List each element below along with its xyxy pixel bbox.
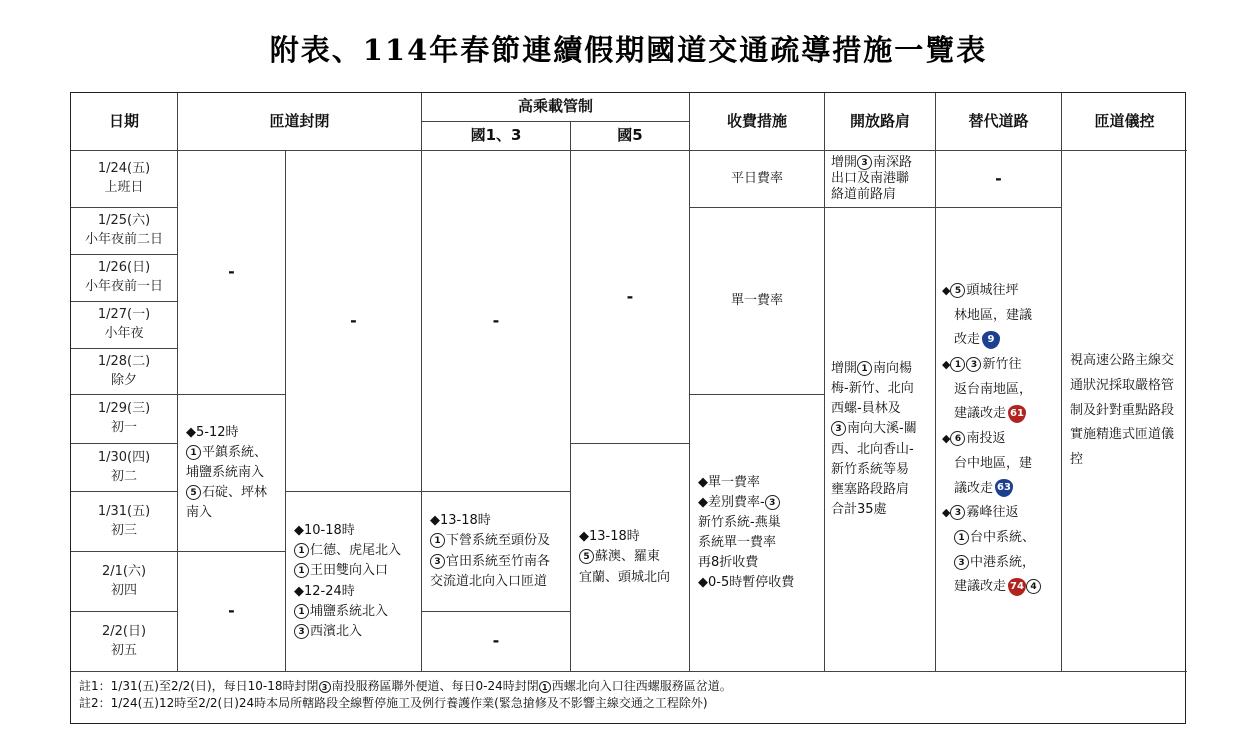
freeway-1-icon: 1 <box>430 533 445 548</box>
hov-time: ◆13-18時 <box>430 513 491 529</box>
header-ramp-closure: 匝道封閉 <box>178 93 422 151</box>
shoulder-text: 梅-新竹、北向 <box>831 381 914 397</box>
date-label: 初五 <box>110 642 137 658</box>
freeway-1-icon: 1 <box>954 530 969 545</box>
alt-route-text: 建議改走 <box>954 406 1007 422</box>
date-value: 1/29(三) <box>97 401 151 417</box>
hov-n5-empty: - <box>571 151 690 444</box>
alt-route-text: 改走 <box>954 332 981 348</box>
toll-text: 再8折收費 <box>698 555 759 571</box>
provincial-highway-9-icon: 9 <box>982 331 1000 349</box>
freeway-1-icon: 1 <box>950 357 965 372</box>
freeway-1-icon: 1 <box>539 681 551 693</box>
header-hov: 高乘載管制 <box>422 93 690 122</box>
ramp-closure-text: 王田雙向入口 <box>310 563 389 579</box>
note-1: 註1：1/31(五)至2/2(日)，每日10-18時封閉 <box>79 679 319 693</box>
freeway-3-icon: 3 <box>765 495 780 510</box>
header-hov-n1-3: 國1、3 <box>422 122 571 151</box>
shoulder-text: 增開 <box>831 154 858 170</box>
hov-n13-cell <box>422 492 571 612</box>
toll-text: ◆單一費率 <box>698 474 760 490</box>
alt-route-cell: ◆ 5 頭城往坪 林地區，建議 改走 9 ◆ 1 3 新竹往 返台南地區， 建議改走 61 ◆ 6 南投返 台中地區，建 議改走 63 ◆ 3 霧峰往返 1 台中系統、 3 中港系統， 建議改走 74 4 <box>936 208 1062 672</box>
alt-route-text: 台中系統、 <box>970 529 1036 545</box>
shoulder-text: 增開 <box>831 360 858 376</box>
ramp-closure-text: 石碇、坪林 <box>202 485 268 501</box>
hov-text: 宜蘭、頭城北向 <box>579 569 671 585</box>
ramp-closure-text: 仁德、虎尾北入 <box>310 543 402 559</box>
hov-n13-empty: - <box>422 151 571 492</box>
date-label: 初二 <box>110 468 137 484</box>
freeway-3-icon: 3 <box>966 357 981 372</box>
hov-time: ◆13-18時 <box>579 529 640 545</box>
freeway-1-icon: 1 <box>857 361 872 376</box>
ramp-meter-text: 視高速公路主線交通狀況採取嚴格管制及針對重點路段實施精進式匝道儀控 <box>1070 353 1175 468</box>
ramp-closure-time: ◆12-24時 <box>294 583 355 599</box>
hov-text: 交流道北向入口匝道 <box>430 573 548 589</box>
header-date: 日期 <box>71 93 178 151</box>
date-value: 1/26(日) <box>97 260 151 276</box>
shoulder-text: 西螺-員林及 <box>831 401 901 417</box>
date-label: 初三 <box>110 522 137 538</box>
notes <box>71 672 1187 725</box>
ramp-closure-a-empty: - <box>178 552 286 672</box>
hov-text: 下營系統至頭份及 <box>446 533 551 549</box>
date-label: 初四 <box>110 582 137 598</box>
date-row <box>71 552 178 612</box>
date-row <box>71 302 178 349</box>
date-value: 2/1(六) <box>101 563 147 579</box>
ramp-closure-a-cell <box>178 395 286 552</box>
shoulder-text: 出口及南港聯 <box>831 170 910 186</box>
alt-route-text: 返台南地區， <box>954 381 1033 397</box>
alt-route-text: 新竹往 <box>982 357 1022 373</box>
date-label: 小年夜前一日 <box>84 279 163 294</box>
page-title: 附表、114年春節連續假期國道交通疏導措施一覽表 <box>269 33 988 67</box>
shoulder-text: 合計35處 <box>831 501 887 517</box>
date-row <box>71 444 178 492</box>
freeway-1-icon: 1 <box>186 445 201 460</box>
date-value: 1/28(二) <box>97 353 151 369</box>
freeway-1-icon: 1 <box>294 604 309 619</box>
shoulder-cell-b <box>825 208 936 672</box>
freeway-1-icon: 1 <box>294 543 309 558</box>
date-value: 1/27(一) <box>97 307 151 323</box>
freeway-5-icon: 5 <box>950 283 965 298</box>
toll-text: 系統單一費率 <box>698 535 777 550</box>
date-row <box>71 208 178 255</box>
date-label: 除夕 <box>110 372 137 388</box>
date-row <box>71 255 178 302</box>
freeway-3-icon: 3 <box>954 555 969 570</box>
ramp-closure-a-time: ◆5-12時 <box>186 424 239 440</box>
ramp-closure-text: 南入 <box>186 505 213 521</box>
toll-text: 新竹系統-燕巢 <box>698 514 781 530</box>
shoulder-cell-a <box>825 151 936 208</box>
date-row <box>71 492 178 552</box>
freeway-5-icon: 5 <box>186 485 201 500</box>
date-label: 小年夜 <box>104 326 144 341</box>
hov-text: 官田系統至竹南各 <box>446 553 551 569</box>
traffic-measures-table <box>70 92 1186 724</box>
freeway-3-icon: 3 <box>319 681 331 693</box>
date-value: 1/30(四) <box>97 449 151 465</box>
ramp-closure-text: 平鎮系統、 <box>202 444 268 460</box>
alt-route-text: 中港系統， <box>970 554 1036 570</box>
freeway-3-icon: 3 <box>857 155 872 170</box>
provincial-highway-74-icon: 74 <box>1008 578 1026 596</box>
freeway-3-icon: 3 <box>831 421 846 436</box>
note-2: 註2：1/24(五)12時至2/2(日)24時本局所轄路段全線暫停施工及例行養護作業(緊急搶修及不影響主線交通之工程除外) <box>79 696 708 711</box>
shoulder-text: 壅塞路段路肩 <box>831 481 910 497</box>
note-1: 南投服務區聯外便道、每日0-24時封閉 <box>331 679 539 693</box>
shoulder-text: 南深路 <box>873 154 913 170</box>
alt-route-text: 台中地區，建 <box>954 455 1033 471</box>
header-hov-n5: 國5 <box>571 122 690 151</box>
date-value: 1/25(六) <box>97 213 151 229</box>
date-value: 1/24(五) <box>97 161 151 177</box>
freeway-5-icon: 5 <box>579 549 594 564</box>
date-value: 1/31(五) <box>97 503 151 519</box>
alt-route-empty: - <box>936 151 1062 208</box>
date-label: 上班日 <box>104 180 144 195</box>
header-alt-route: 替代道路 <box>936 93 1062 151</box>
alt-route-text: 林地區，建議 <box>954 307 1033 323</box>
header-toll: 收費措施 <box>690 93 825 151</box>
alt-route-text: 頭城往坪 <box>966 283 1019 299</box>
date-row <box>71 151 178 208</box>
toll-weekday: 平日費率 <box>690 151 825 208</box>
shoulder-text: 西、北向香山- <box>831 441 914 457</box>
freeway-1-icon: 1 <box>294 563 309 578</box>
ramp-closure-a-empty: - <box>178 151 286 395</box>
hov-n13-empty: - <box>422 612 571 672</box>
shoulder-text: 絡道前路肩 <box>831 187 897 203</box>
alt-route-text: 建議改走 <box>954 579 1007 595</box>
alt-route-text: 南投返 <box>966 431 1006 447</box>
freeway-3-icon: 3 <box>430 554 445 569</box>
date-row <box>71 349 178 395</box>
shoulder-text: 南向楊 <box>873 360 913 376</box>
header-shoulder: 開放路肩 <box>825 93 936 151</box>
alt-route-text: 議改走 <box>954 480 994 496</box>
ramp-meter-cell <box>1062 151 1187 672</box>
header-ramp-meter: 匝道儀控 <box>1062 93 1187 151</box>
ramp-closure-text: 埔鹽系統南入 <box>186 464 265 480</box>
toll-text: ◆差別費率- <box>698 494 765 510</box>
freeway-4-icon: 4 <box>1026 579 1041 594</box>
date-row <box>71 612 178 672</box>
ramp-closure-b-cell <box>286 492 422 672</box>
freeway-3-icon: 3 <box>950 505 965 520</box>
freeway-6-icon: 6 <box>950 431 965 446</box>
shoulder-text: 新竹系統等易 <box>831 461 910 477</box>
date-label: 初一 <box>110 420 137 435</box>
note-1: 西螺北向入口往西螺服務區岔道。 <box>551 679 732 693</box>
ramp-closure-text: 埔鹽系統北入 <box>310 603 389 619</box>
hov-text: 蘇澳、羅東 <box>595 549 661 565</box>
provincial-highway-61-icon: 61 <box>1008 405 1026 423</box>
toll-text: ◆0-5時暫停收費 <box>698 575 795 591</box>
ramp-closure-text: 西濱北入 <box>310 623 363 639</box>
date-value: 2/2(日) <box>101 623 147 639</box>
provincial-highway-63-icon: 63 <box>995 479 1013 497</box>
date-label: 小年夜前二日 <box>84 232 163 247</box>
ramp-closure-time: ◆10-18時 <box>294 523 355 539</box>
alt-route-text: 霧峰往返 <box>966 505 1019 521</box>
date-row <box>71 395 178 444</box>
toll-cell <box>690 395 825 672</box>
shoulder-text: 南向大溪-關 <box>847 421 917 437</box>
hov-n5-cell <box>571 444 690 672</box>
toll-single: 單一費率 <box>690 208 825 395</box>
ramp-closure-b-empty: - <box>286 151 422 492</box>
freeway-3-icon: 3 <box>294 624 309 639</box>
